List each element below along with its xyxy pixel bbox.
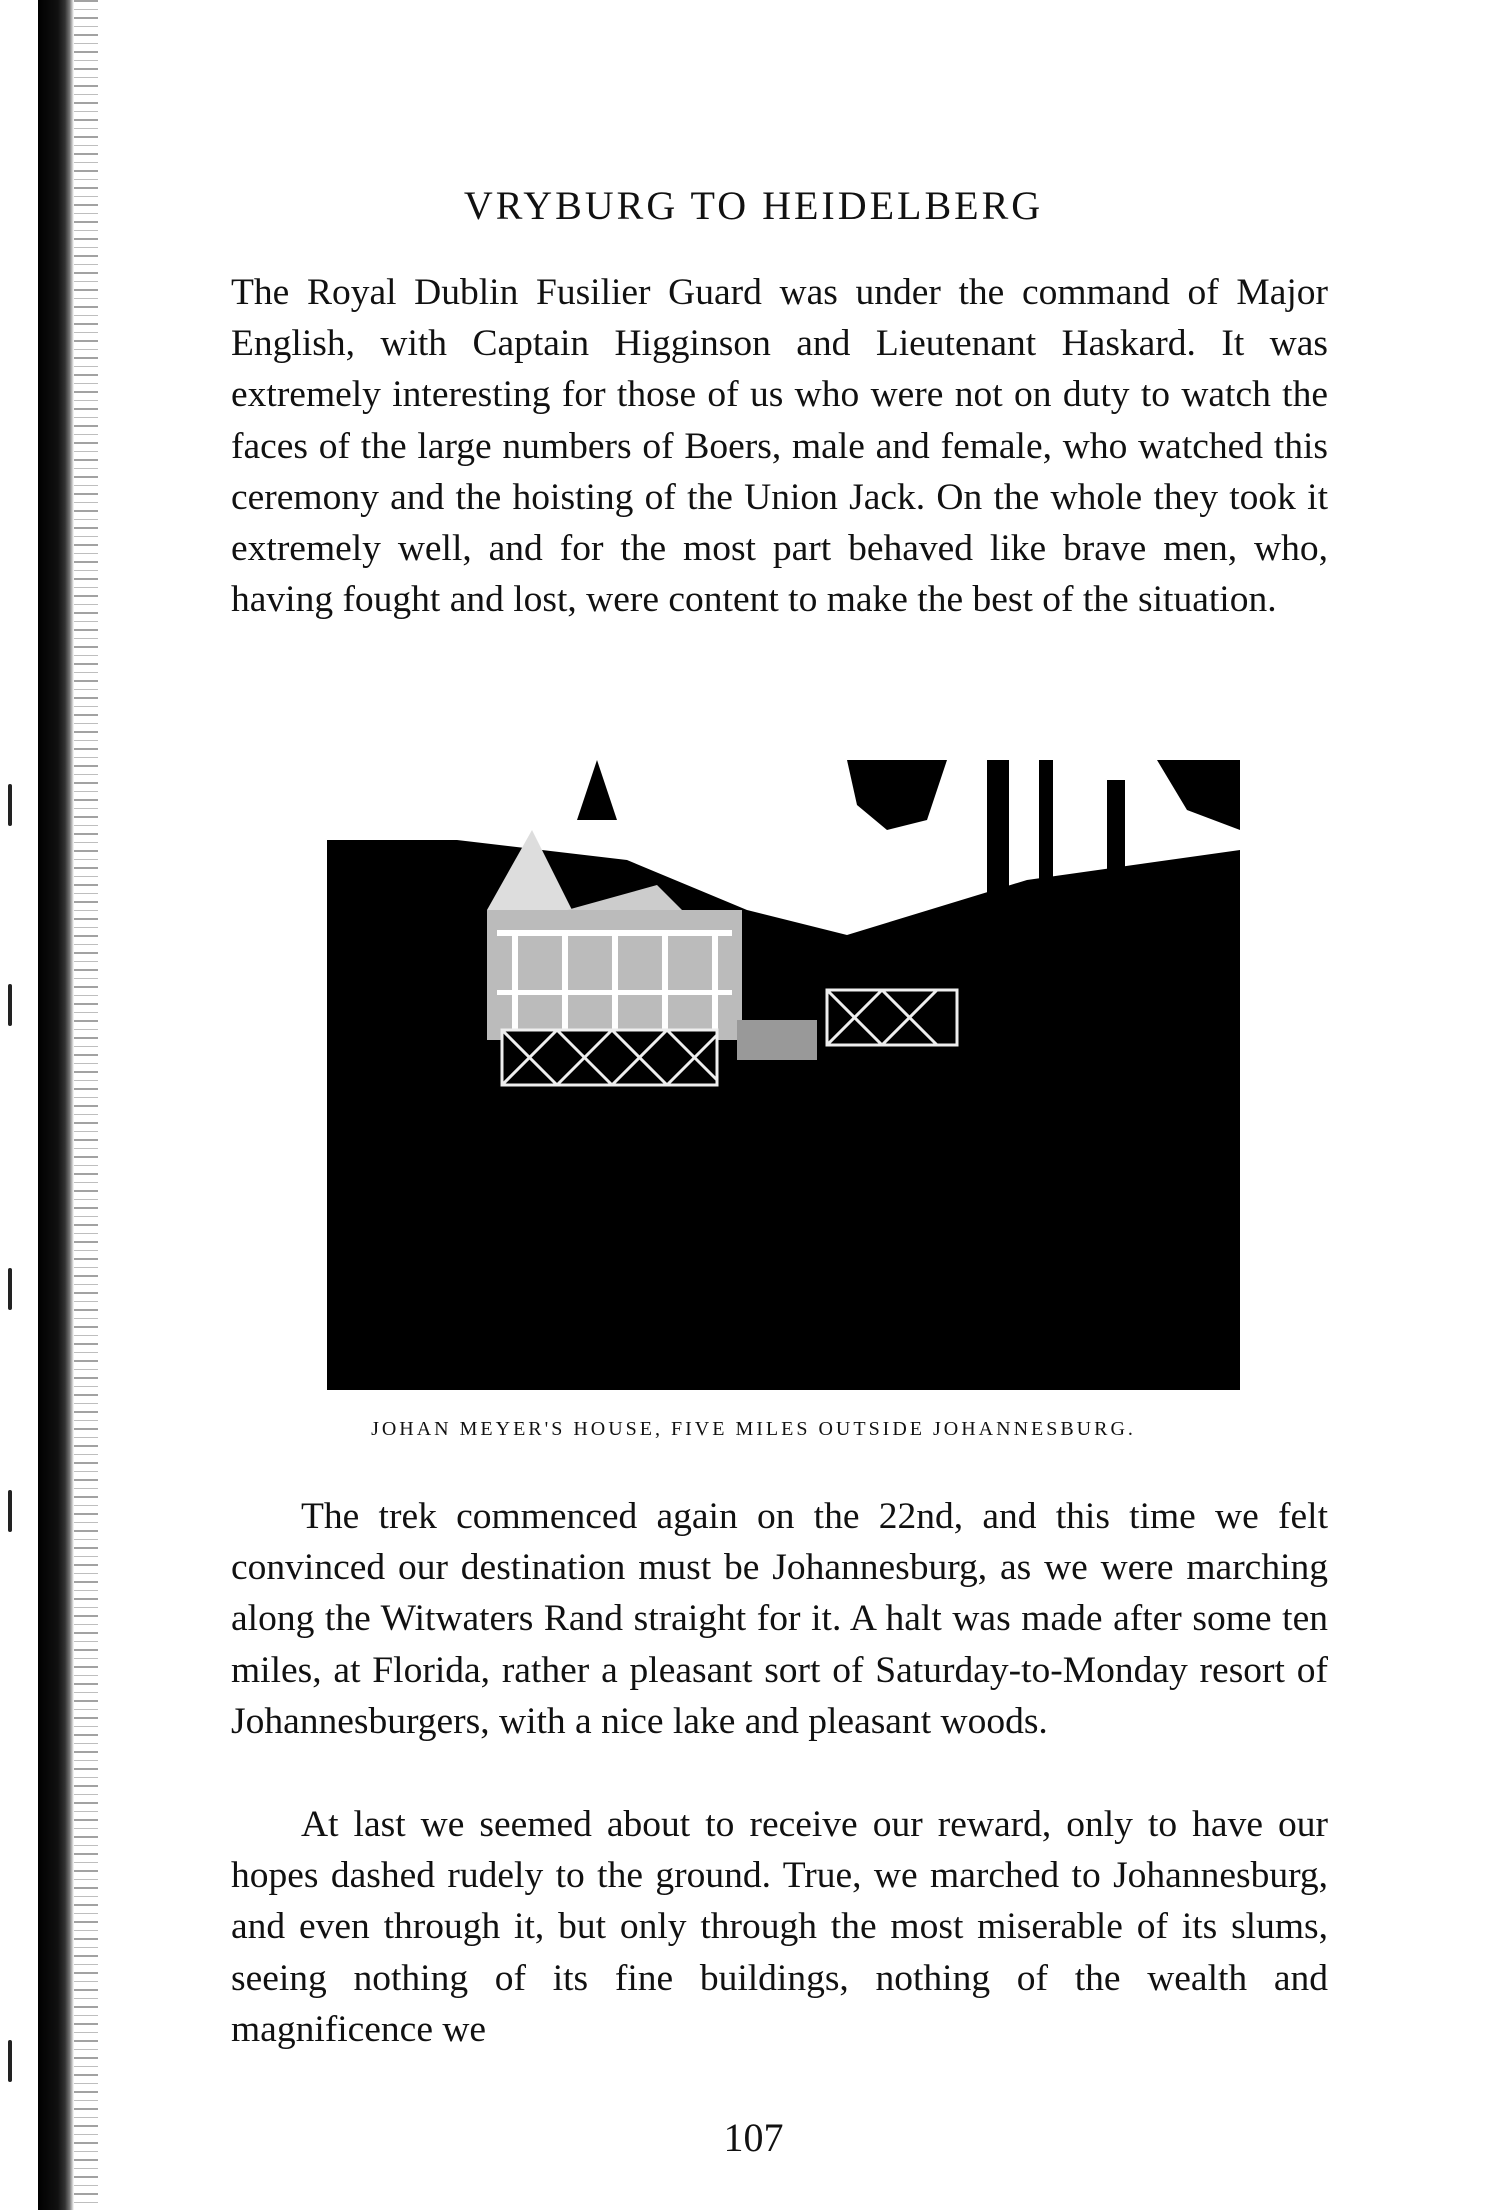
paragraph-1: The Royal Dublin Fusilier Guard was under the command of Major English, with Captain Higginson and Lieutenant Haskard. It was extremely interesting for those of us who were not on duty to watch the faces of the large numbers of Boers, male and female, who watched this ceremony and the hoisting of the Union Jack. On the whole they took it extremely well, and for the most part behaved like brave men, who, having fought and lost, were content to make the best of the situation. [231,272,1328,621]
book-spine-shadow [38,0,74,2210]
margin-mark [8,2040,12,2082]
spine-edge-texture [74,0,98,2210]
paragraph-2: The trek commenced again on the 22nd, and this time we felt convinced our destination must be Johannesburg, as we were marching along the Witwaters Rand straight for it. A halt was made after some ten miles, at Florida, rather a pleasant sort of Saturday-to-Monday resort of Johannesburgers, with a nice lake and pleasant woods. [231,1496,1328,1742]
paragraph-3: At last we seemed about to receive our reward, only to have our hopes dashed rudely to the ground. True, we marched to Johannesburg, and even through it, but only through the most miserable of its slums, seeing nothing of its fine buildings, nothing of the wealth and magnificence we [231,1804,1328,2050]
running-head: VRYBURG TO HEIDELBERG [463,183,1044,228]
plate-caption: JOHAN MEYER'S HOUSE, FIVE MILES OUTSIDE JOHANNESBURG. [371,1418,1136,1440]
margin-mark [8,1490,12,1532]
house-photograph [327,760,1240,1390]
page-number: 107 [723,2115,784,2160]
photo-plate [327,760,1240,1390]
margin-mark [8,984,12,1026]
margin-mark [8,1268,12,1310]
margin-mark [8,784,12,826]
